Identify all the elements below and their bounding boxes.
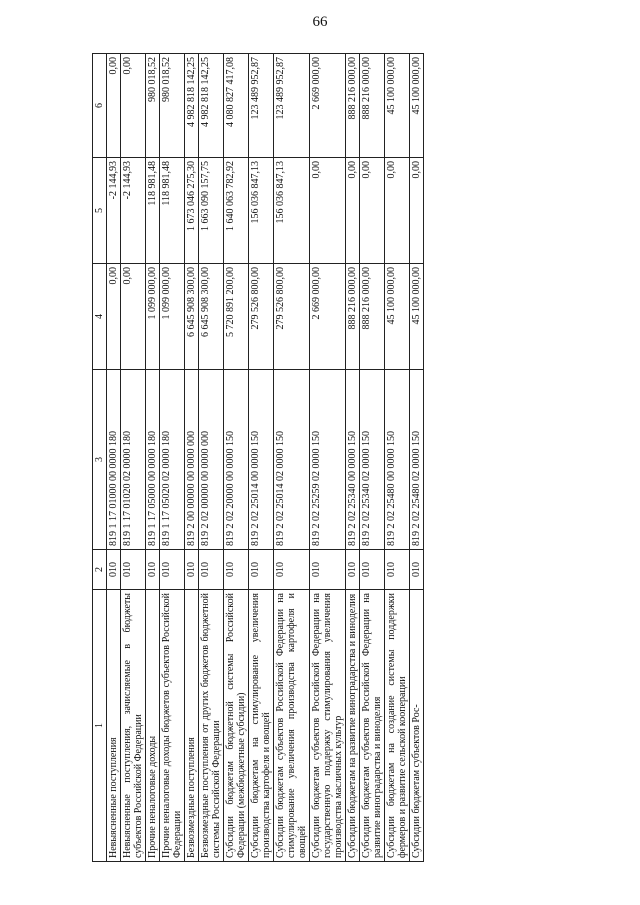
row-kbk-cell: 819 2 02 20000 00 0000 150 xyxy=(224,370,249,550)
table-row xyxy=(385,54,410,862)
column-header: 3 xyxy=(93,370,107,550)
row-name-cell: Прочие неналоговые доходы xyxy=(146,590,160,862)
table-row xyxy=(224,54,249,862)
row-plan-cell: 0,00 xyxy=(107,264,121,370)
row-exec-cell: 118 981,48 xyxy=(160,158,185,264)
row-remain-cell: 4 982 818 142,25 xyxy=(185,54,199,158)
table-row xyxy=(346,54,360,862)
row-kbk-cell: 819 1 17 01020 02 0000 180 xyxy=(121,370,146,550)
row-code-cell: 010 xyxy=(199,550,224,590)
row-exec-cell: 0,00 xyxy=(385,158,410,264)
row-remain-cell: 980 018,52 xyxy=(146,54,160,158)
row-name-cell: Невыясненные поступления, зачисляемые в бюджеты субъектов Российской Федерации xyxy=(121,590,146,862)
row-remain-cell: 45 100 000,00 xyxy=(410,54,424,158)
row-exec-cell: 1 640 063 782,92 xyxy=(224,158,249,264)
row-kbk-cell: 819 2 02 25014 00 0000 150 xyxy=(249,370,274,550)
row-name-cell: Субсидии бюджетам на создание системы поддержки фермеров и развитие сельской кооперации xyxy=(385,590,410,862)
row-exec-cell: 1 663 090 157,75 xyxy=(199,158,224,264)
row-plan-cell: 6 645 908 300,00 xyxy=(199,264,224,370)
page-number: 66 xyxy=(312,14,328,30)
row-name-cell: Безвозмездные поступления от других бюджетов бюджетной системы Российской Федерации xyxy=(199,590,224,862)
row-kbk-cell: 819 1 17 05020 02 0000 180 xyxy=(160,370,185,550)
row-name-cell: Субсидии бюджетам субъектов Российской Федерации на развитие виноградарства и виноделия xyxy=(360,590,385,862)
table-container xyxy=(92,54,622,862)
row-plan-cell: 45 100 000,00 xyxy=(410,264,424,370)
row-plan-cell: 888 216 000,00 xyxy=(346,264,360,370)
row-exec-cell: 0,00 xyxy=(360,158,385,264)
row-plan-cell: 279 526 800,00 xyxy=(274,264,310,370)
row-code-cell: 010 xyxy=(160,550,185,590)
row-code-cell: 010 xyxy=(310,550,346,590)
row-code-cell: 010 xyxy=(360,550,385,590)
table-row xyxy=(274,54,310,862)
row-remain-cell: 888 216 000,00 xyxy=(360,54,385,158)
row-remain-cell: 123 489 952,87 xyxy=(274,54,310,158)
row-code-cell: 010 xyxy=(249,550,274,590)
header-row xyxy=(93,54,107,862)
row-exec-cell: 0,00 xyxy=(410,158,424,264)
column-header: 6 xyxy=(93,54,107,158)
row-name-cell: Субсидии бюджетам на стимулирование увеличения производства картофеля и овощей xyxy=(249,590,274,862)
row-kbk-cell: 819 2 02 25340 02 0000 150 xyxy=(360,370,385,550)
table-row xyxy=(107,54,121,862)
row-exec-cell: 0,00 xyxy=(346,158,360,264)
row-exec-cell: 0,00 xyxy=(310,158,346,264)
row-remain-cell: 0,00 xyxy=(107,54,121,158)
table-row xyxy=(410,54,424,862)
row-kbk-cell: 819 1 17 05000 00 0000 180 xyxy=(146,370,160,550)
row-name-cell: Субсидии бюджетам на развитие виноградарства и виноделия xyxy=(346,590,360,862)
row-plan-cell: 6 645 908 300,00 xyxy=(185,264,199,370)
row-code-cell: 010 xyxy=(410,550,424,590)
row-code-cell: 010 xyxy=(146,550,160,590)
row-exec-cell: 156 036 847,13 xyxy=(249,158,274,264)
row-remain-cell: 45 100 000,00 xyxy=(385,54,410,158)
column-header: 1 xyxy=(93,590,107,862)
row-plan-cell: 279 526 800,00 xyxy=(249,264,274,370)
row-kbk-cell: 819 2 02 25259 02 0000 150 xyxy=(310,370,346,550)
row-code-cell: 010 xyxy=(385,550,410,590)
row-remain-cell: 4 982 818 142,25 xyxy=(199,54,224,158)
table-row xyxy=(199,54,224,862)
row-remain-cell: 888 216 000,00 xyxy=(346,54,360,158)
row-exec-cell: 118 981,48 xyxy=(146,158,160,264)
column-header: 2 xyxy=(93,550,107,590)
row-remain-cell: 980 018,52 xyxy=(160,54,185,158)
row-exec-cell: -2 144,93 xyxy=(121,158,146,264)
row-name-cell: Прочие неналоговые доходы бюджетов субъектов Российской Федерации xyxy=(160,590,185,862)
table-row xyxy=(121,54,146,862)
row-remain-cell: 0,00 xyxy=(121,54,146,158)
row-name-cell: Невыясненные поступления xyxy=(107,590,121,862)
column-header: 4 xyxy=(93,264,107,370)
row-kbk-cell: 819 2 02 25480 02 0000 150 xyxy=(410,370,424,550)
table-row xyxy=(146,54,160,862)
row-code-cell: 010 xyxy=(224,550,249,590)
row-kbk-cell: 819 2 02 25340 00 0000 150 xyxy=(346,370,360,550)
row-plan-cell: 45 100 000,00 xyxy=(385,264,410,370)
row-remain-cell: 2 669 000,00 xyxy=(310,54,346,158)
row-plan-cell: 1 099 000,00 xyxy=(160,264,185,370)
row-name-cell: Субсидии бюджетам бюджетной системы Российской Федерации (межбюджетные субсидии) xyxy=(224,590,249,862)
row-exec-cell: 1 673 046 275,30 xyxy=(185,158,199,264)
table-row xyxy=(360,54,385,862)
row-plan-cell: 1 099 000,00 xyxy=(146,264,160,370)
row-code-cell: 010 xyxy=(185,550,199,590)
row-remain-cell: 4 080 827 417,08 xyxy=(224,54,249,158)
row-plan-cell: 888 216 000,00 xyxy=(360,264,385,370)
row-name-cell: Субсидии бюджетам субъектов Рос- xyxy=(410,590,424,862)
row-plan-cell: 5 720 891 200,00 xyxy=(224,264,249,370)
row-kbk-cell: 819 2 00 00000 00 0000 000 xyxy=(185,370,199,550)
row-code-cell: 010 xyxy=(346,550,360,590)
row-code-cell: 010 xyxy=(274,550,310,590)
table-row xyxy=(160,54,185,862)
row-code-cell: 010 xyxy=(121,550,146,590)
row-exec-cell: -2 144,93 xyxy=(107,158,121,264)
row-kbk-cell: 819 2 02 00000 00 0000 000 xyxy=(199,370,224,550)
row-remain-cell: 123 489 952,87 xyxy=(249,54,274,158)
table-row xyxy=(249,54,274,862)
column-header: 5 xyxy=(93,158,107,264)
row-exec-cell: 156 036 847,13 xyxy=(274,158,310,264)
row-name-cell: Безвозмездные поступления xyxy=(185,590,199,862)
row-kbk-cell: 819 2 02 25014 02 0000 150 xyxy=(274,370,310,550)
row-code-cell: 010 xyxy=(107,550,121,590)
row-plan-cell: 2 669 000,00 xyxy=(310,264,346,370)
budget-table xyxy=(92,53,424,862)
table-row xyxy=(185,54,199,862)
rotated-table xyxy=(92,54,622,862)
row-kbk-cell: 819 2 02 25480 00 0000 150 xyxy=(385,370,410,550)
row-name-cell: Субсидии бюджетам субъектов Российской Федерации на стимулирование увеличения производства картофеля и овощей xyxy=(274,590,310,862)
row-kbk-cell: 819 1 17 01000 00 0000 180 xyxy=(107,370,121,550)
row-name-cell: Субсидии бюджетам субъектов Российской Федерации на государственную поддержку стимулирования увеличения производства масличных культур xyxy=(310,590,346,862)
table-row xyxy=(310,54,346,862)
row-plan-cell: 0,00 xyxy=(121,264,146,370)
